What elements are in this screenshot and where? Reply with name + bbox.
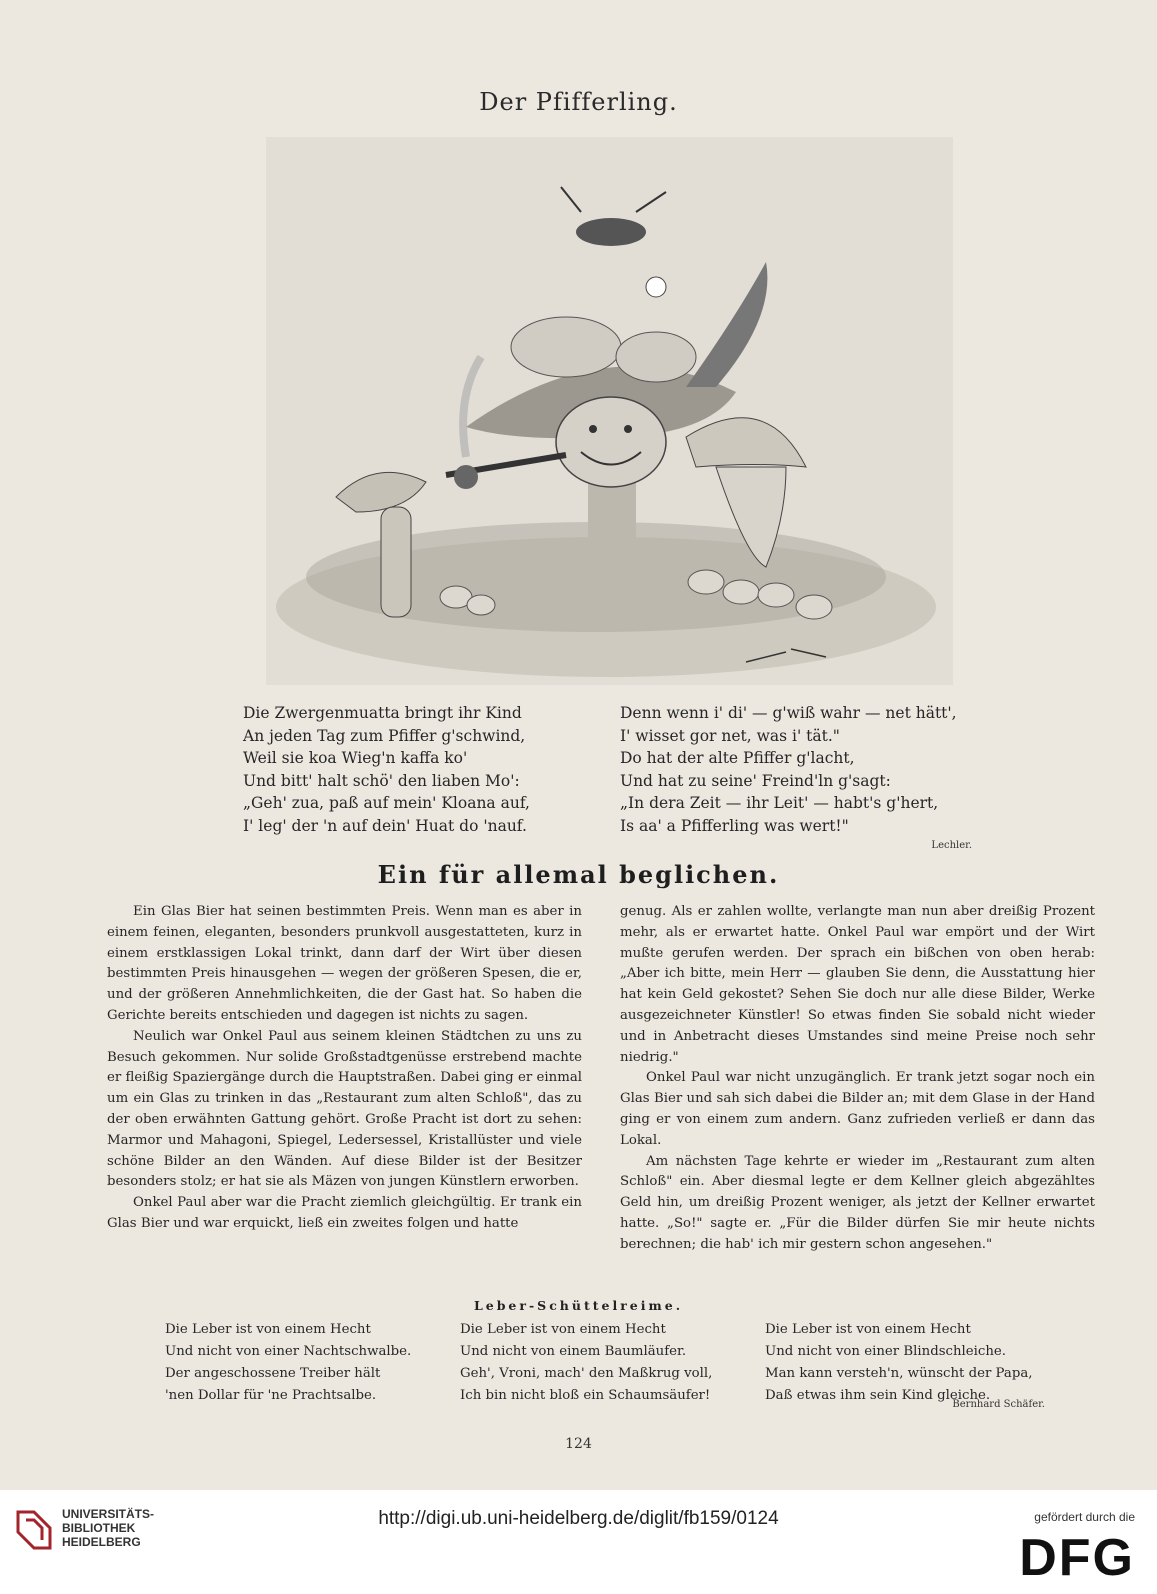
poem-line: An jeden Tag zum Pfiffer g'schwind, — [243, 726, 526, 745]
rhyme-line: Der angeschossene Treiber hält — [165, 1366, 381, 1381]
article-paragraph: Onkel Paul aber war die Pracht ziemlich gleichgültig. Er trank ein Glas Bier und war erquickt, ließ ein zweites folgen und hatte — [107, 1195, 582, 1231]
article-paragraph: Onkel Paul war nicht unzugänglich. Er trank jetzt sogar noch ein Glas Bier und sah sich dabei die Bilder an; mit dem Glase in der Hand ging er von einem zum andern. Ganz zufrieden verließ er dann das Lokal. — [620, 1070, 1095, 1148]
library-name-line: HEIDELBERG — [62, 1535, 141, 1549]
source-url-link[interactable]: http://digi.ub.uni-heidelberg.de/diglit/fb159/0124 — [378, 1508, 779, 1529]
rhyme-line: Und nicht von einer Blindschleiche. — [765, 1344, 1007, 1359]
poem-line: Und bitt' halt schö' den liaben Mo': — [243, 771, 520, 790]
poem-right-stanza — [620, 702, 957, 837]
rhyme-line: 'nen Dollar für 'ne Prachtsalbe. — [165, 1388, 377, 1403]
rhyme-column-3 — [765, 1319, 1033, 1407]
article-column-left — [107, 902, 582, 1235]
article-paragraph: genug. Als er zahlen wollte, verlangte man nun aber dreißig Prozent mehr, als er erwartet hatte. Onkel Paul war empört und der Wirt mußte gerufen werden. Der sprach ein bißchen von oben herab: „Aber ich bitte, mein Herr — glauben Sie denn, die Ausstattung hier hat kein Geld gekostet? Sehen Sie doch nur alle diese Bilder, Werke ausgezeichneter Künstler! So etwas finden Sie sobald nicht wieder und in Anbetracht dieses Umstandes sind meine Preise noch sehr niedrig." — [620, 904, 1095, 1065]
mushroom-illustration — [266, 137, 953, 685]
rhyme-line: Man kann versteh'n, wünscht der Papa, — [765, 1366, 1033, 1381]
poem-line: I' leg' der 'n auf dein' Huat do 'nauf. — [243, 816, 527, 835]
poem-line: Die Zwergenmuatta bringt ihr Kind — [243, 704, 522, 722]
rhyme-line: Die Leber ist von einem Hecht — [765, 1322, 971, 1337]
page-title: Der Pfifferling. — [479, 88, 678, 116]
poem-line: Weil sie koa Wieg'n kaffa ko' — [243, 749, 468, 767]
article-title: Ein für allemal beglichen. — [377, 860, 780, 889]
rhyme-line: Die Leber ist von einem Hecht — [460, 1322, 666, 1337]
poem-author: Lechler. — [931, 840, 972, 851]
article-paragraph: Am nächsten Tage kehrte er wieder im „Restaurant zum alten Schloß" ein. Aber diesmal legte er dem Kellner gleich abgezähltes Geld hin, um dreißig Prozent weniger, als jetzt der Kellner erwartet hatte. „So!" sagte er. „Für die Bilder dürfen Sie mir heute nichts berechnen; die hab' ich mir gestern schon angesehen." — [620, 1153, 1095, 1252]
library-name-line: UNIVERSITÄTS- — [62, 1507, 155, 1521]
poem-line: Denn wenn i' di' — g'wiß wahr — net hätt', — [620, 704, 957, 722]
rhyme-column-1 — [165, 1319, 411, 1407]
article-column-right — [620, 902, 1095, 1256]
rhymes-title: Leber-Schüttelreime. — [473, 1298, 684, 1313]
article-paragraph: Neulich war Onkel Paul aus seinem kleinen Städtchen zu uns zu Besuch gekommen. Nur solide Großstadtgenüsse erstrebend machte er fleißig Spaziergänge durch die Hauptstraßen. Dabei ging er einmal um ein Glas zu trinken in das „Restaurant zum alten Schloß", das zu der oben erwähnten Gattung gehört. Große Pracht ist dort zu sehen: Marmor und Mahagoni, Spiegel, Ledersessel, Kristallüster und viele schöne Bilder an den Wänden. Auf diese Bilder ist der Besitzer besonders stolz; er hat sie als Mäzen von jungen Künstlern erworben. — [107, 1028, 582, 1190]
rhyme-line: Ich bin nicht bloß ein Schaumsäufer! — [460, 1388, 711, 1403]
poem-line: „Geh' zua, paß auf mein' Kloana auf, — [243, 794, 530, 812]
footer-bar — [0, 1490, 1157, 1594]
rhyme-line: Und nicht von einem Baumläufer. — [460, 1344, 687, 1359]
poem-line: I' wisset gor net, was i' tät." — [620, 726, 840, 745]
poem-left-stanza — [243, 702, 530, 837]
poem-line: „In dera Zeit — ihr Leit' — habt's g'hert, — [620, 794, 939, 812]
page-number: 124 — [565, 1436, 592, 1452]
article-paragraph: Ein Glas Bier hat seinen bestimmten Preis. Wenn man es aber in einem feinen, eleganten, besonders prunkvoll ausgestatteten, kurz in einem erstklassigen Lokal trinkt, dann darf der Wirt über diesen bestimmten Preis hinausgehen — wegen der größeren Spesen, die er, und der größeren Annehmlichkeiten, die der Gast hat. So haben die Gerichte bereits entschieden und dagegen ist nichts zu sagen. — [107, 904, 582, 1023]
rhyme-line: Und nicht von einer Nachtschwalbe. — [165, 1344, 412, 1359]
poem-line: Do hat der alte Pfiffer g'lacht, — [620, 749, 855, 767]
rhyme-column-2 — [460, 1319, 712, 1407]
rhyme-line: Geh', Vroni, mach' den Maßkrug voll, — [460, 1366, 713, 1381]
poem-line: Und hat zu seine' Freind'ln g'sagt: — [620, 771, 891, 790]
rhyme-line: Daß etwas ihm sein Kind gleiche. — [765, 1388, 991, 1403]
funded-by-label: gefördert durch die — [1034, 1510, 1135, 1524]
library-name-line: BIBLIOTHEK — [62, 1521, 136, 1535]
poem-line: Is aa' a Pfifferling was wert!" — [620, 816, 849, 835]
rhyme-line: Die Leber ist von einem Hecht — [165, 1322, 371, 1337]
rhymes-author: Bernhard Schäfer. — [952, 1399, 1045, 1410]
dfg-logo[interactable]: DFG — [1019, 1529, 1135, 1587]
